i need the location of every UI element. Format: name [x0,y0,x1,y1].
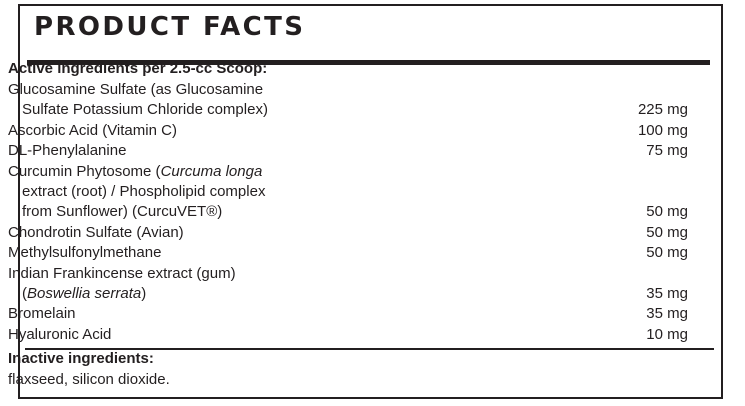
ingredient-name: Chondrotin Sulfate (Avian) [8,223,184,241]
ingredient-name: from Sunflower) (CurcuVET®) [22,203,223,221]
ingredient-name: extract (root) / Phospholipid complex [22,183,266,201]
active-ingredients-section [8,60,688,345]
ingredient-row [8,304,688,324]
ingredient-name: Hyaluronic Acid [8,325,112,343]
ingredient-row [8,182,688,202]
ingredient-amount: 50 mg [646,203,688,221]
ingredient-name: Methylsulfonylmethane [8,244,162,262]
inactive-ingredients-list: flaxseed, silicon dioxide. [8,371,170,388]
ingredient-row [8,121,688,141]
ingredient-name: Ascorbic Acid (Vitamin C) [8,121,177,139]
ingredient-amount: 100 mg [637,121,688,139]
ingredient-name: Glucosamine Sulfate (as Glucosamine [8,81,264,98]
ingredient-row [8,80,688,100]
ingredient-row [8,325,688,345]
ingredient-amount: 35 mg [646,305,688,323]
ingredient-name-part: ) [141,285,147,303]
ingredient-name: DL-Phenylalanine [8,142,127,160]
ingredient-name-part: Curcumin Phytosome ( [8,162,161,180]
ingredient-row [8,100,688,120]
ingredient-name: Bromelain [8,305,76,323]
panel-title: PRODUCT FACTS [34,12,306,42]
ingredient-name: Sulfate Potassium Chloride complex) [22,101,268,119]
ingredient-amount: 10 mg [646,325,688,343]
ingredient-row [8,243,688,263]
inactive-ingredients-heading: Inactive ingredients: [8,350,154,367]
ingredient-row [8,284,688,304]
ingredient-row [8,162,688,182]
ingredient-row [8,223,688,243]
ingredient-row [8,264,688,284]
ingredient-latin-name: Boswellia serrata [27,285,142,303]
ingredient-row [8,202,688,222]
ingredient-amount: 225 mg [637,101,688,119]
ingredient-amount: 50 mg [646,244,688,262]
ingredient-amount: 50 mg [646,223,688,241]
inactive-ingredients-section [8,350,688,389]
ingredient-row [8,141,688,161]
active-ingredients-heading: Active ingredients per 2.5-cc Scoop: [8,60,268,77]
ingredient-latin-name: Curcuma longa [160,162,263,180]
ingredient-amount: 35 mg [646,285,688,303]
ingredient-amount: 75 mg [646,142,688,160]
ingredient-name [8,284,598,304]
ingredient-name [8,162,598,182]
ingredient-name: Indian Frankincense extract (gum) [8,264,236,282]
ingredient-name-part: ( [22,285,27,303]
